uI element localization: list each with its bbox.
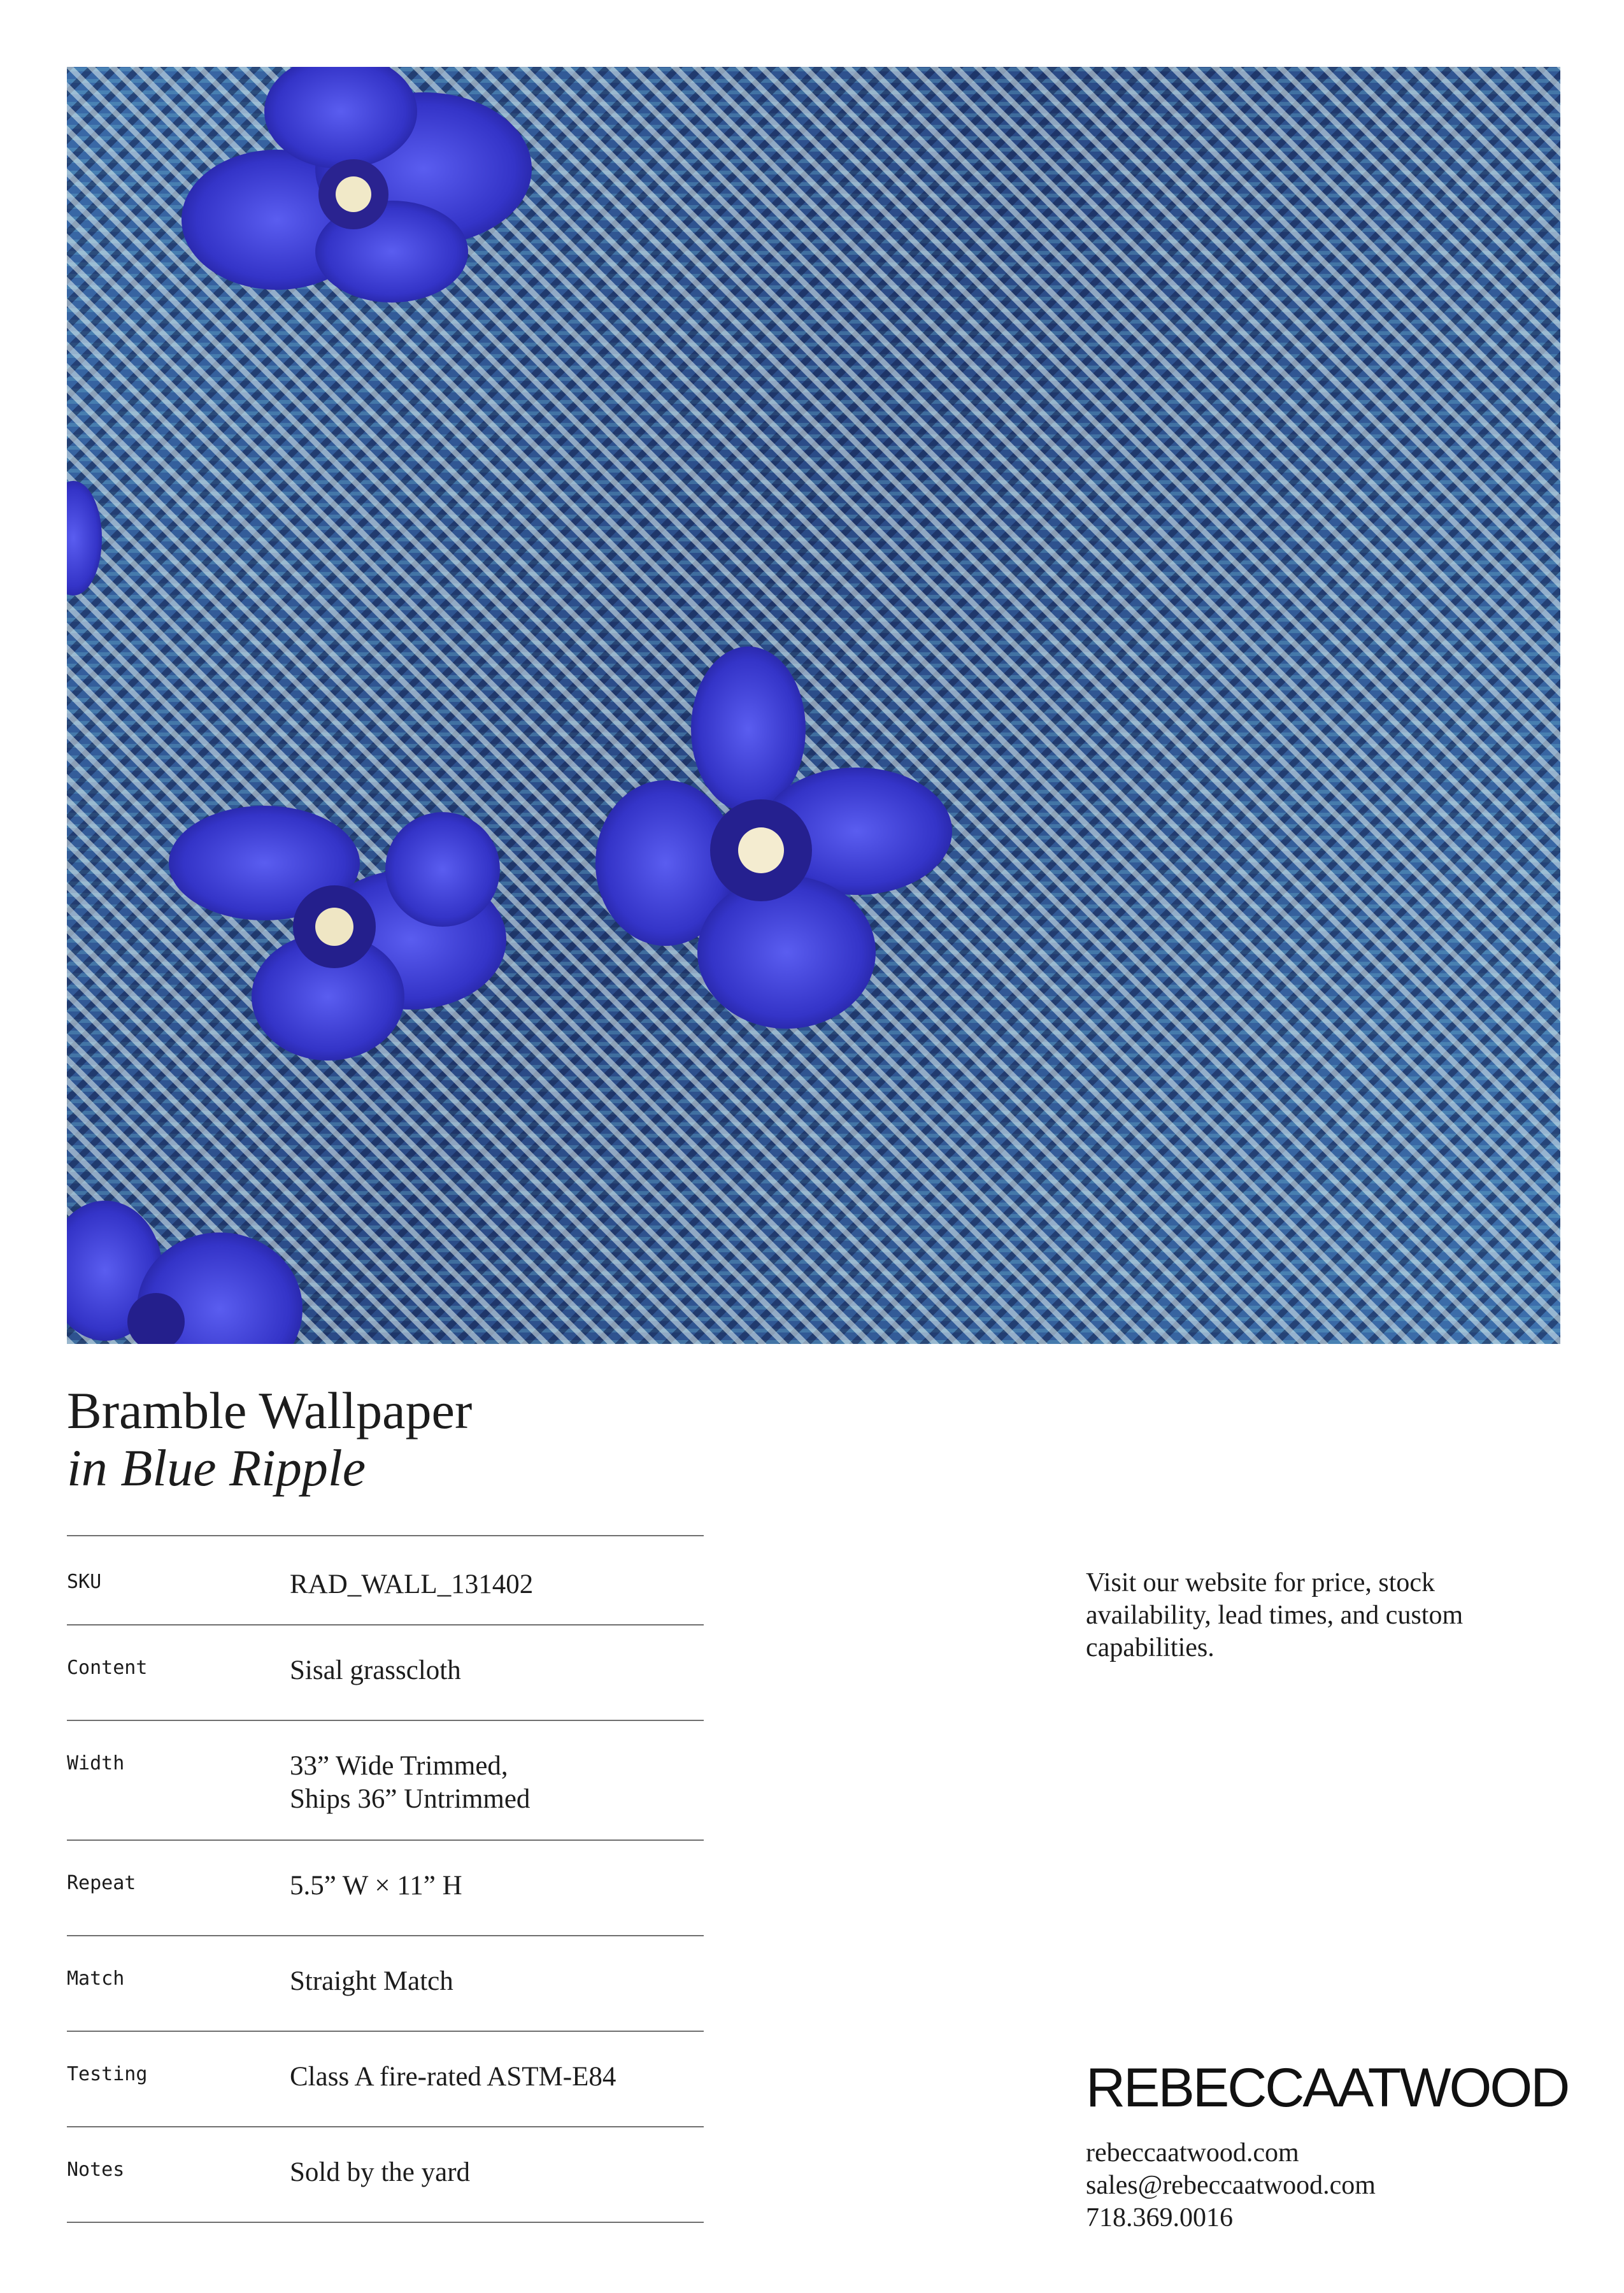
spec-row-content [67,1625,704,1721]
spec-label: Notes [67,2159,125,2181]
spec-row-width [67,1721,704,1841]
spec-label: Repeat [67,1872,136,1894]
flowers-overlay [67,67,1560,1344]
flower-icon [595,646,952,1029]
spec-value: RAD_WALL_131402 [290,1569,534,1599]
spec-value: 5.5” W × 11” H [290,1871,462,1901]
phone-number[interactable]: 718.369.0016 [1086,2203,1233,2232]
website-link[interactable]: rebeccaatwood.com [1086,2138,1299,2168]
flower-icon [169,806,506,1061]
product-colorway: in Blue Ripple [67,1439,366,1497]
email-link[interactable]: sales@rebeccaatwood.com [1086,2171,1376,2200]
spec-row-sku [67,1536,704,1625]
spec-table [67,1535,704,2223]
flower-icon [182,67,532,303]
product-title: Bramble Wallpaper [67,1382,473,1439]
brand-logo: REBECCAATWOOD [1086,2057,1569,2118]
spec-label: Match [67,1968,125,1990]
website-note: Visit our website for price, stock availability, lead times, and custom capabilities. [1086,1568,1464,1662]
product-title-block [67,1382,895,1497]
spec-row-testing [67,2032,704,2127]
product-photo [67,67,1560,1344]
spec-value: Class A fire-rated ASTM-E84 [290,2062,616,2092]
spec-value: Sisal grasscloth [290,1655,461,1685]
spec-label: Width [67,1752,125,1775]
contact-block [1086,2137,1532,2234]
spec-label: Testing [67,2063,148,2085]
spec-value: Sold by the yard [290,2157,471,2187]
spec-value: Straight Match [290,1966,453,1996]
spec-value: 33” Wide Trimmed, Ships 36” Untrimmed [290,1751,531,1814]
flower-icon [67,1201,303,1344]
spec-row-repeat [67,1841,704,1936]
spec-row-match [67,1936,704,2032]
spec-label: SKU [67,1571,102,1593]
spec-row-notes [67,2127,704,2223]
spec-label: Content [67,1657,148,1679]
